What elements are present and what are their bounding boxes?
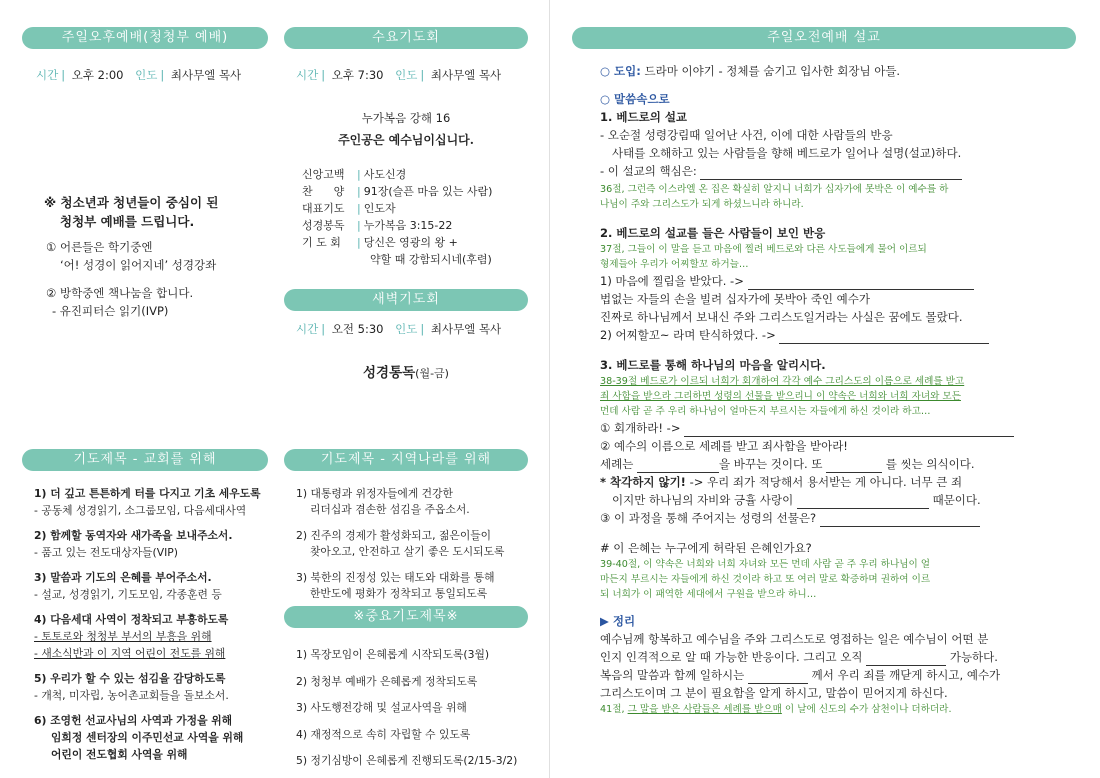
section-3-line: ② 예수의 이름으로 세례를 받고 죄사함을 받아라! [600, 439, 848, 453]
afternoon-item-2 [46, 284, 193, 320]
important-prayer-list [296, 642, 536, 775]
section-3-line: 이지만 하나님의 자비와 긍휼 사랑이 때문이다. [612, 493, 981, 507]
section-3-line: 세례는 을 바꾸는 것이다. 또 를 씻는 의식이다. [600, 457, 975, 471]
section-1-line: - 오순절 성령강림때 일어난 사건, 이에 대한 사람들의 반응 [600, 128, 893, 142]
order-row: 기 도 회 | 당신은 영광의 왕 + [302, 236, 458, 249]
fill-in-blank [866, 654, 946, 666]
list-item: 1) 더 깊고 튼튼하게 터를 다지고 기초 세우도록 - 공동체 성경읽기, 소그룹모임, 다음세대사역 [34, 487, 261, 517]
section-1-title: 1. 베드로의 설교 [600, 110, 688, 124]
list-item: 2) 함께할 동역자와 새가족을 보내주소서. - 품고 있는 전도대상자들(VIP) [34, 529, 233, 559]
section-2-line: 1) 마음에 찔림을 받았다. -> [600, 272, 1070, 290]
section-3-line: ① 회개하라! -> [600, 419, 1070, 437]
item-2-line-a: ② 방학중엔 책나눔을 합니다. [46, 286, 194, 300]
summary-line: 예수님께 항복하고 예수님을 주와 그리스도로 영접하는 일은 예수님이 어떤 분 [600, 632, 989, 646]
list-item: 1) 목장모임이 은혜롭게 시작되도록(3월) [296, 648, 490, 661]
verse-text: 되 너희가 이 패역한 세대에서 구원을 받으라 하니… [600, 589, 817, 600]
wednesday-prayer-title: 수요기도회 [284, 27, 528, 49]
fill-in-blank [820, 515, 980, 527]
list-item: 6) 조영헌 선교사님의 사역과 가정을 위해 임희정 센터장의 이주민선교 사역을 위해 어린이 전도협회 사역을 위해 [34, 714, 244, 761]
section-1-line: - 이 설교의 핵심은: [600, 162, 1070, 180]
page-fold [549, 0, 550, 778]
verse-text: 형제들아 우리가 어찌할꼬 하거늘… [600, 259, 749, 270]
word-label: ○ 말씀속으로 [600, 92, 670, 106]
fill-in-blank [797, 497, 929, 509]
sermon-series: 누가복음 강해 16 [361, 111, 451, 125]
fill-in-blank [779, 332, 989, 344]
order-row: 대표기도 | 인도자 [302, 202, 396, 215]
list-item: 3) 북한의 진정성 있는 태도와 대화를 통해 한반도에 평화가 정착되고 통일되도록 [296, 571, 495, 600]
time-value: 오전 5:30 [331, 322, 384, 336]
fill-in-blank [748, 278, 974, 290]
fill-in-blank [637, 461, 719, 473]
bible-reading [284, 361, 528, 381]
list-item: 2) 진주의 경제가 활성화되고, 젊은이들이 찾아오고, 안전하고 살기 좋은 도시되도록 [296, 529, 505, 558]
summary-line: 그리스도이며 그 분이 필요함을 알게 하시고, 말씀이 믿어지게 하신다. [600, 686, 948, 700]
verse-text: 38-39절 베드로가 이르되 너희가 회개하여 각각 예수 그리스도의 이름으로 세례를 받고 [600, 376, 965, 387]
time-label: 시간 [36, 68, 59, 82]
summary-line: 인지 인격적으로 알 때 가능한 반응이다. 그리고 오직 가능하다. [600, 650, 998, 664]
fill-in-blank [826, 461, 882, 473]
order-of-service [302, 166, 492, 268]
section-2-line: 2) 어찌할꼬~ 라며 탄식하였다. -> [600, 326, 1070, 344]
dawn-time-leader: 시간 | 오전 5:30 인도 | 최사무엘 목사 [296, 322, 502, 336]
list-item: 5) 우리가 할 수 있는 섬김을 감당하도록 - 개척, 미자립, 농어촌교회들을 돌보소서. [34, 672, 229, 702]
afternoon-service-title: 주일오후예배(청청부 예배) [22, 27, 268, 49]
prayer-nation-list [296, 486, 536, 602]
sermon-intro [600, 62, 1070, 80]
leader-value: 최사무엘 목사 [430, 68, 502, 82]
item-1-line-a: ① 어른들은 학기중엔 [46, 240, 153, 254]
section-1-line: 사태를 오해하고 있는 사람들을 향해 베드로가 일어나 설명(설교)하다. [612, 146, 962, 160]
verse-text: 나님이 주와 그리스도가 되게 하셨느니라 하니라. [600, 199, 804, 210]
list-item: 3) 사도행전강해 및 설교사역을 위해 [296, 701, 467, 714]
fill-in-blank [700, 168, 962, 180]
question-title: # 이 은혜는 누구에게 허락된 은혜인가요? [600, 541, 812, 555]
list-item: 5) 정기심방이 은혜롭게 진행되도록(2/15-3/2) [296, 754, 518, 767]
leader-label: 인도 [395, 68, 418, 82]
section-2-line: 진짜로 하나님께서 보내신 주와 그리스도일거라는 사실은 꿈에도 몰랐다. [600, 310, 963, 324]
verse-text: 36절, 그런즉 이스라엘 온 집은 확실히 알지니 너희가 십자가에 못박은 이 예수를 하 [600, 184, 949, 195]
list-item: 1) 대통령과 위정자들에게 건강한 리더십과 겸손한 섬김을 주옵소서. [296, 487, 470, 516]
order-row: 성경봉독 | 누가복음 3:15-22 [302, 219, 453, 232]
sermon-title: 주인공은 예수님이십니다. [338, 133, 474, 147]
verse-text: 41절, 그 말을 받은 사람들은 세례를 받으매 이 날에 신도의 수가 삼천이나 더하더라. [600, 704, 952, 715]
prayer-church-list [34, 486, 274, 762]
time-value: 오후 2:00 [71, 68, 124, 82]
dawn-prayer-title: 새벽기도회 [284, 289, 528, 311]
wednesday-time-leader: 시간 | 오후 7:30 인도 | 최사무엘 목사 [296, 68, 502, 82]
notice-line-2: 청청부 예배를 드립니다. [60, 214, 195, 229]
verse-text: 37절, 그들이 이 말을 듣고 마음에 찔려 베드로와 다른 사도들에게 물어 이르되 [600, 244, 927, 255]
list-item: 3) 말씀과 기도의 은혜를 부어주소서. - 설교, 성경읽기, 기도모임, 각종훈련 등 [34, 571, 222, 601]
summary-line: 복음의 말씀과 함께 일하시는 께서 우리 죄를 깨닫게 하시고, 예수가 [600, 668, 1001, 682]
item-1-line-b: ‘어! 성경이 읽어지네’ 성경강좌 [60, 258, 217, 272]
afternoon-notice [44, 193, 218, 231]
bible-reading-main: 성경통독 [363, 365, 416, 381]
list-item: 4) 재정적으로 속히 자립할 수 있도록 [296, 727, 471, 741]
leader-label: 인도 [395, 322, 418, 336]
section-2-line: 법없는 자들의 손을 빌려 십자가에 못박아 죽인 예수가 [600, 292, 870, 306]
bible-reading-sub: (월-금) [415, 367, 449, 380]
section-2-title: 2. 베드로의 설교를 들은 사람들이 보인 반응 [600, 226, 826, 240]
time-value: 오후 7:30 [331, 68, 384, 82]
time-label: 시간 [296, 68, 319, 82]
afternoon-item-1 [46, 238, 216, 274]
sermon-body [600, 62, 1070, 717]
leader-value: 최사무엘 목사 [430, 322, 502, 336]
section-3-line: ③ 이 과정을 통해 주어지는 성령의 선물은? [600, 509, 1070, 527]
order-row: 찬 양 | 91장(슬픈 마음 있는 사람) [302, 185, 493, 198]
fill-in-blank [684, 425, 1014, 437]
section-3-title: 3. 베드로를 통해 하나님의 마음을 알리시다. [600, 358, 826, 372]
intro-text: 드라마 이야기 - 정체를 숨기고 입사한 회장님 아들. [644, 64, 901, 78]
section-3-line: * 착각하지 않기! -> 우리 죄가 적당해서 용서받는 게 아니다. 너무 큰 죄 [600, 475, 963, 489]
leader-label: 인도 [135, 68, 158, 82]
notice-line-1: ※ 청소년과 청년들이 중심이 된 [44, 195, 219, 210]
verse-text: 죄 사함을 받으라 그리하면 성령의 선물을 받으리니 이 약속은 너희와 너희 자녀와 모든 [600, 391, 961, 402]
verse-text: 39-40절, 이 약속은 너희와 너희 자녀와 모든 먼데 사람 곧 주 우리 하나님이 얼 [600, 559, 931, 570]
fill-in-blank [748, 672, 808, 684]
verse-text: 먼데 사람 곧 주 우리 하나님이 얼마든지 부르시는 자들에게 하신 것이라 하고… [600, 406, 931, 417]
order-row: 신앙고백 | 사도신경 [302, 168, 407, 181]
important-prayer-title: ※중요기도제목※ [284, 606, 528, 628]
time-label: 시간 [296, 322, 319, 336]
intro-label: ○ 도입: [600, 64, 641, 78]
prayer-nation-title: 기도제목 - 지역나라를 위해 [284, 449, 528, 471]
afternoon-time-leader: 시간 | 오후 2:00 인도 | 최사무엘 목사 [36, 68, 242, 82]
list-item: 4) 다음세대 사역이 정착되고 부흥하도록 - 토토로와 청청부 부서의 부흥을 위해 - 새소식반과 이 지역 어린이 전도를 위해 [34, 613, 229, 660]
sermon-title-bar: 주일오전예배 설교 [572, 27, 1076, 49]
summary-label: ▶ 정리 [600, 614, 636, 628]
list-item: 2) 청청부 예배가 은혜롭게 정착되도록 [296, 674, 478, 688]
item-2-line-b: - 유진피터슨 읽기(IVP) [52, 304, 169, 318]
verse-text: 마든지 부르시는 자들에게 하신 것이라 하고 또 여러 말로 확증하며 권하여 이르 [600, 574, 931, 585]
order-row-extra: 약할 때 강함되시네(후렴) [370, 253, 492, 266]
prayer-church-title: 기도제목 - 교회를 위해 [22, 449, 268, 471]
leader-value: 최사무엘 목사 [170, 68, 242, 82]
